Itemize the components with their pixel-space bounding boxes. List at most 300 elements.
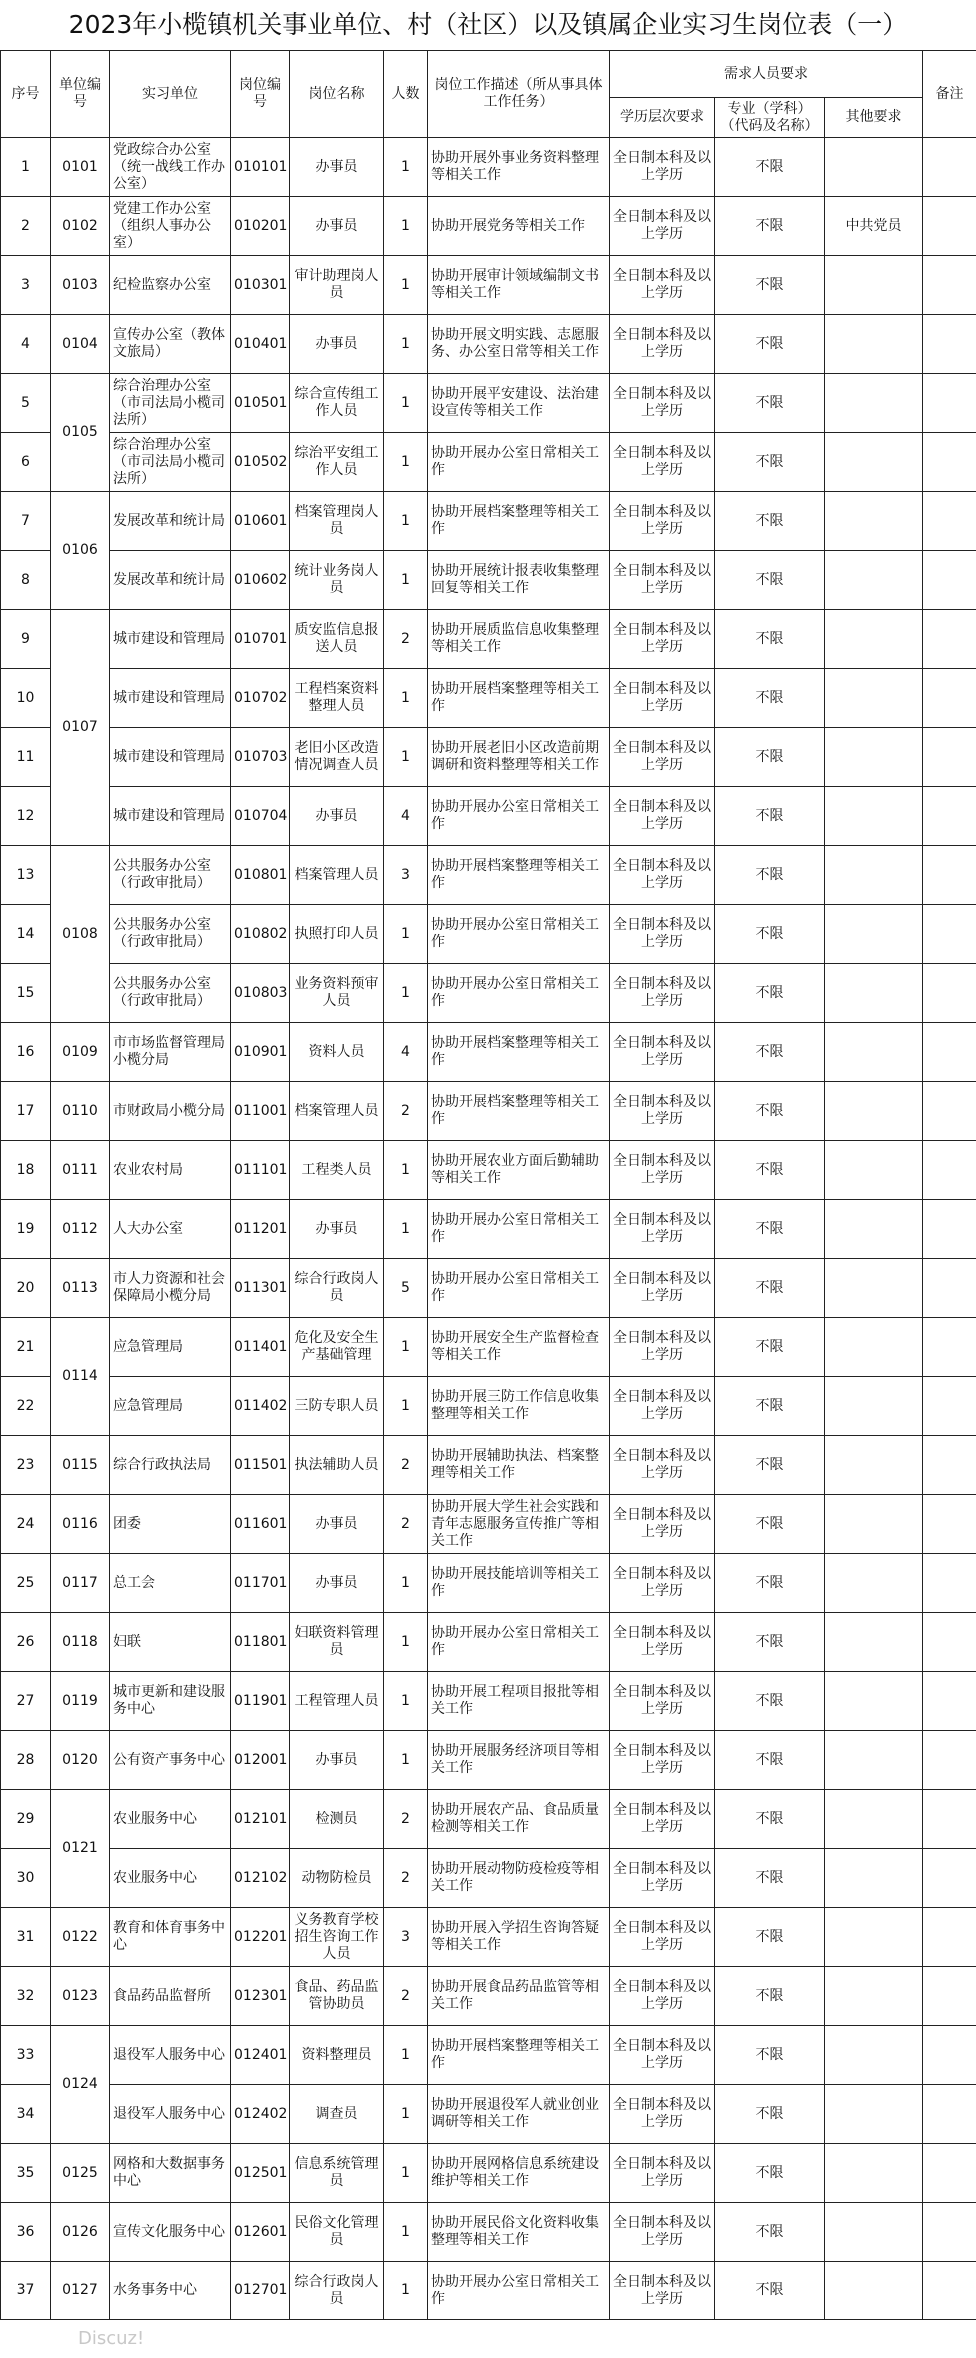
cell-edu: 全日制本科及以上学历 — [610, 905, 715, 964]
cell-desc: 协助开展审计领域编制文书等相关工作 — [428, 256, 610, 315]
cell-unit-code: 0126 — [51, 2203, 110, 2262]
cell-post-name: 执照打印人员 — [290, 905, 384, 964]
cell-count: 1 — [384, 728, 428, 787]
cell-remark — [923, 2262, 976, 2320]
cell-seq: 27 — [1, 1672, 51, 1731]
cell-edu: 全日制本科及以上学历 — [610, 492, 715, 551]
cell-post-code: 010803 — [231, 964, 290, 1023]
cell-unit: 水务事务中心 — [110, 2262, 231, 2320]
cell-edu: 全日制本科及以上学历 — [610, 1908, 715, 1967]
cell-seq: 6 — [1, 433, 51, 492]
cell-other — [825, 2026, 923, 2085]
cell-post-name: 工程档案资料整理人员 — [290, 669, 384, 728]
cell-remark — [923, 610, 976, 669]
cell-seq: 31 — [1, 1908, 51, 1967]
cell-post-name: 老旧小区改造情况调查人员 — [290, 728, 384, 787]
cell-unit: 公共服务办公室（行政审批局） — [110, 846, 231, 905]
cell-post-code: 011402 — [231, 1377, 290, 1436]
cell-remark — [923, 1082, 976, 1141]
cell-other: 中共党员 — [825, 197, 923, 256]
cell-post-code: 010201 — [231, 197, 290, 256]
cell-edu: 全日制本科及以上学历 — [610, 138, 715, 197]
cell-other — [825, 846, 923, 905]
cell-edu: 全日制本科及以上学历 — [610, 1023, 715, 1082]
cell-count: 1 — [384, 374, 428, 433]
internship-positions-table — [0, 50, 976, 2320]
cell-remark — [923, 669, 976, 728]
cell-remark — [923, 1849, 976, 1908]
cell-major: 不限 — [715, 197, 825, 256]
cell-desc: 协助开展网格信息系统建设维护等相关工作 — [428, 2144, 610, 2203]
cell-edu: 全日制本科及以上学历 — [610, 1436, 715, 1495]
cell-major: 不限 — [715, 610, 825, 669]
cell-count: 2 — [384, 1082, 428, 1141]
cell-edu: 全日制本科及以上学历 — [610, 551, 715, 610]
cell-post-code: 010602 — [231, 551, 290, 610]
cell-count: 1 — [384, 433, 428, 492]
cell-post-code: 012501 — [231, 2144, 290, 2203]
cell-desc: 协助开展档案整理等相关工作 — [428, 1082, 610, 1141]
cell-seq: 12 — [1, 787, 51, 846]
cell-major: 不限 — [715, 2144, 825, 2203]
cell-count: 1 — [384, 197, 428, 256]
table-row — [1, 1849, 976, 1908]
cell-remark — [923, 787, 976, 846]
cell-post-name: 工程类人员 — [290, 1141, 384, 1200]
cell-unit-code: 0125 — [51, 2144, 110, 2203]
cell-unit-code: 0120 — [51, 1731, 110, 1790]
cell-major: 不限 — [715, 1731, 825, 1790]
cell-unit: 公共服务办公室（行政审批局） — [110, 964, 231, 1023]
table-row — [1, 1200, 976, 1259]
table-row — [1, 1613, 976, 1672]
cell-post-code: 010301 — [231, 256, 290, 315]
table-row — [1, 846, 976, 905]
table-row — [1, 197, 976, 256]
cell-desc: 协助开展服务经济项目等相关工作 — [428, 1731, 610, 1790]
cell-post-name: 质安监信息报送人员 — [290, 610, 384, 669]
cell-post-code: 010801 — [231, 846, 290, 905]
cell-count: 1 — [384, 1377, 428, 1436]
cell-desc: 协助开展退役军人就业创业调研等相关工作 — [428, 2085, 610, 2144]
cell-other — [825, 1672, 923, 1731]
cell-unit-code: 0118 — [51, 1613, 110, 1672]
cell-major: 不限 — [715, 551, 825, 610]
cell-unit-code: 0112 — [51, 1200, 110, 1259]
cell-unit: 退役军人服务中心 — [110, 2085, 231, 2144]
table-row — [1, 1554, 976, 1613]
table-row — [1, 1141, 976, 1200]
cell-count: 1 — [384, 905, 428, 964]
cell-count: 1 — [384, 2144, 428, 2203]
cell-edu: 全日制本科及以上学历 — [610, 728, 715, 787]
cell-count: 1 — [384, 315, 428, 374]
cell-post-code: 011901 — [231, 1672, 290, 1731]
cell-post-code: 011301 — [231, 1259, 290, 1318]
cell-post-code: 010401 — [231, 315, 290, 374]
cell-other — [825, 787, 923, 846]
cell-count: 1 — [384, 551, 428, 610]
header-unit: 实习单位 — [110, 51, 231, 138]
cell-major: 不限 — [715, 138, 825, 197]
cell-major: 不限 — [715, 2203, 825, 2262]
cell-major: 不限 — [715, 2262, 825, 2320]
cell-remark — [923, 1023, 976, 1082]
cell-unit-code: 0115 — [51, 1436, 110, 1495]
cell-post-name: 综合行政岗人员 — [290, 2262, 384, 2320]
cell-major: 不限 — [715, 728, 825, 787]
cell-other — [825, 1141, 923, 1200]
cell-major: 不限 — [715, 315, 825, 374]
cell-seq: 3 — [1, 256, 51, 315]
cell-unit: 应急管理局 — [110, 1377, 231, 1436]
header-seq: 序号 — [1, 51, 51, 138]
cell-seq: 26 — [1, 1613, 51, 1672]
cell-desc: 协助开展民俗文化资料收集整理等相关工作 — [428, 2203, 610, 2262]
cell-unit: 食品药品监督所 — [110, 1967, 231, 2026]
cell-major: 不限 — [715, 492, 825, 551]
cell-remark — [923, 2144, 976, 2203]
cell-remark — [923, 433, 976, 492]
table-row — [1, 1436, 976, 1495]
table-row — [1, 256, 976, 315]
cell-count: 4 — [384, 1023, 428, 1082]
cell-unit: 公共服务办公室（行政审批局） — [110, 905, 231, 964]
cell-major: 不限 — [715, 669, 825, 728]
cell-other — [825, 374, 923, 433]
cell-unit: 应急管理局 — [110, 1318, 231, 1377]
cell-seq: 23 — [1, 1436, 51, 1495]
cell-remark — [923, 551, 976, 610]
cell-other — [825, 551, 923, 610]
cell-major: 不限 — [715, 1023, 825, 1082]
cell-post-code: 012301 — [231, 1967, 290, 2026]
table-row — [1, 551, 976, 610]
cell-remark — [923, 2203, 976, 2262]
cell-unit-code: 0117 — [51, 1554, 110, 1613]
cell-seq: 10 — [1, 669, 51, 728]
cell-other — [825, 256, 923, 315]
cell-remark — [923, 1790, 976, 1849]
cell-edu: 全日制本科及以上学历 — [610, 610, 715, 669]
cell-post-name: 资料人员 — [290, 1023, 384, 1082]
cell-remark — [923, 1731, 976, 1790]
cell-remark — [923, 374, 976, 433]
cell-edu: 全日制本科及以上学历 — [610, 787, 715, 846]
cell-desc: 协助开展辅助执法、档案整理等相关工作 — [428, 1436, 610, 1495]
cell-major: 不限 — [715, 1200, 825, 1259]
cell-post-code: 012402 — [231, 2085, 290, 2144]
table-row — [1, 1967, 976, 2026]
cell-seq: 11 — [1, 728, 51, 787]
cell-major: 不限 — [715, 905, 825, 964]
table-row — [1, 374, 976, 433]
cell-unit-code: 0113 — [51, 1259, 110, 1318]
cell-remark — [923, 2085, 976, 2144]
cell-desc: 协助开展党务等相关工作 — [428, 197, 610, 256]
cell-seq: 20 — [1, 1259, 51, 1318]
cell-unit: 城市更新和建设服务中心 — [110, 1672, 231, 1731]
cell-desc: 协助开展档案整理等相关工作 — [428, 1023, 610, 1082]
cell-post-code: 010704 — [231, 787, 290, 846]
cell-remark — [923, 138, 976, 197]
cell-count: 2 — [384, 1790, 428, 1849]
cell-post-name: 统计业务岗人员 — [290, 551, 384, 610]
cell-other — [825, 492, 923, 551]
cell-desc: 协助开展档案整理等相关工作 — [428, 2026, 610, 2085]
cell-other — [825, 1908, 923, 1967]
cell-post-name: 审计助理岗人员 — [290, 256, 384, 315]
cell-unit: 人大办公室 — [110, 1200, 231, 1259]
cell-desc: 协助开展食品药品监管等相关工作 — [428, 1967, 610, 2026]
cell-unit: 总工会 — [110, 1554, 231, 1613]
cell-seq: 34 — [1, 2085, 51, 2144]
cell-unit-code: 0114 — [51, 1318, 110, 1436]
cell-post-name: 档案管理岗人员 — [290, 492, 384, 551]
cell-desc: 协助开展工程项目报批等相关工作 — [428, 1672, 610, 1731]
cell-post-name: 办事员 — [290, 1731, 384, 1790]
cell-major: 不限 — [715, 1082, 825, 1141]
cell-post-code: 011001 — [231, 1082, 290, 1141]
cell-unit-code: 0105 — [51, 374, 110, 492]
cell-unit-code: 0121 — [51, 1790, 110, 1908]
cell-post-code: 011501 — [231, 1436, 290, 1495]
cell-remark — [923, 1908, 976, 1967]
table-row — [1, 492, 976, 551]
cell-other — [825, 2262, 923, 2320]
cell-major: 不限 — [715, 1613, 825, 1672]
cell-post-code: 012401 — [231, 2026, 290, 2085]
cell-edu: 全日制本科及以上学历 — [610, 197, 715, 256]
cell-desc: 协助开展大学生社会实践和青年志愿服务宣传推广等相关工作 — [428, 1495, 610, 1554]
cell-count: 4 — [384, 787, 428, 846]
cell-unit: 农业农村局 — [110, 1141, 231, 1200]
cell-major: 不限 — [715, 1495, 825, 1554]
cell-desc: 协助开展农产品、食品质量检测等相关工作 — [428, 1790, 610, 1849]
cell-major: 不限 — [715, 1790, 825, 1849]
cell-desc: 协助开展统计报表收集整理回复等相关工作 — [428, 551, 610, 610]
cell-other — [825, 2203, 923, 2262]
cell-post-code: 010702 — [231, 669, 290, 728]
table-row — [1, 1318, 976, 1377]
cell-other — [825, 315, 923, 374]
cell-unit-code: 0127 — [51, 2262, 110, 2320]
cell-unit: 党政综合办公室（统一战线工作办公室） — [110, 138, 231, 197]
cell-edu: 全日制本科及以上学历 — [610, 1790, 715, 1849]
cell-major: 不限 — [715, 2085, 825, 2144]
cell-seq: 7 — [1, 492, 51, 551]
cell-unit: 宣传文化服务中心 — [110, 2203, 231, 2262]
cell-remark — [923, 1259, 976, 1318]
cell-seq: 19 — [1, 1200, 51, 1259]
cell-unit: 综合治理办公室（市司法局小榄司法所） — [110, 433, 231, 492]
header-desc: 岗位工作描述（所从事具体工作任务） — [428, 51, 610, 138]
cell-post-code: 012101 — [231, 1790, 290, 1849]
cell-post-code: 012102 — [231, 1849, 290, 1908]
table-row — [1, 1672, 976, 1731]
cell-post-code: 010901 — [231, 1023, 290, 1082]
cell-edu: 全日制本科及以上学历 — [610, 2085, 715, 2144]
cell-major: 不限 — [715, 1318, 825, 1377]
cell-seq: 4 — [1, 315, 51, 374]
cell-other — [825, 1554, 923, 1613]
cell-other — [825, 1967, 923, 2026]
cell-unit: 宣传办公室（教体文旅局） — [110, 315, 231, 374]
cell-unit-code: 0110 — [51, 1082, 110, 1141]
cell-seq: 1 — [1, 138, 51, 197]
cell-edu: 全日制本科及以上学历 — [610, 846, 715, 905]
cell-seq: 35 — [1, 2144, 51, 2203]
cell-count: 1 — [384, 1731, 428, 1790]
cell-remark — [923, 728, 976, 787]
cell-other — [825, 964, 923, 1023]
cell-other — [825, 2085, 923, 2144]
cell-post-name: 办事员 — [290, 1554, 384, 1613]
cell-seq: 25 — [1, 1554, 51, 1613]
cell-desc: 协助开展外事业务资料整理等相关工作 — [428, 138, 610, 197]
cell-major: 不限 — [715, 787, 825, 846]
cell-major: 不限 — [715, 256, 825, 315]
cell-desc: 协助开展办公室日常相关工作 — [428, 905, 610, 964]
table-row — [1, 905, 976, 964]
table-row — [1, 728, 976, 787]
cell-post-name: 综合宣传组工作人员 — [290, 374, 384, 433]
cell-edu: 全日制本科及以上学历 — [610, 964, 715, 1023]
cell-major: 不限 — [715, 433, 825, 492]
cell-desc: 协助开展办公室日常相关工作 — [428, 787, 610, 846]
cell-seq: 21 — [1, 1318, 51, 1377]
cell-seq: 8 — [1, 551, 51, 610]
cell-seq: 13 — [1, 846, 51, 905]
cell-remark — [923, 1377, 976, 1436]
cell-edu: 全日制本科及以上学历 — [610, 1377, 715, 1436]
cell-seq: 29 — [1, 1790, 51, 1849]
cell-count: 1 — [384, 2026, 428, 2085]
cell-edu: 全日制本科及以上学历 — [610, 1613, 715, 1672]
cell-remark — [923, 1141, 976, 1200]
cell-desc: 协助开展技能培训等相关工作 — [428, 1554, 610, 1613]
cell-unit-code: 0107 — [51, 610, 110, 846]
cell-seq: 16 — [1, 1023, 51, 1082]
cell-unit: 纪检监察办公室 — [110, 256, 231, 315]
cell-count: 2 — [384, 1436, 428, 1495]
cell-remark — [923, 1318, 976, 1377]
header-requirements: 需求人员要求 — [610, 51, 923, 98]
cell-post-name: 危化及安全生产基础管理 — [290, 1318, 384, 1377]
cell-major: 不限 — [715, 1672, 825, 1731]
cell-major: 不限 — [715, 1141, 825, 1200]
cell-remark — [923, 2026, 976, 2085]
cell-seq: 14 — [1, 905, 51, 964]
cell-post-code: 011701 — [231, 1554, 290, 1613]
cell-unit: 城市建设和管理局 — [110, 610, 231, 669]
cell-desc: 协助开展档案整理等相关工作 — [428, 669, 610, 728]
header-post-code: 岗位编号 — [231, 51, 290, 138]
cell-post-code: 010703 — [231, 728, 290, 787]
cell-remark — [923, 1967, 976, 2026]
cell-other — [825, 1318, 923, 1377]
cell-desc: 协助开展办公室日常相关工作 — [428, 433, 610, 492]
cell-post-name: 办事员 — [290, 138, 384, 197]
cell-count: 3 — [384, 846, 428, 905]
cell-other — [825, 2144, 923, 2203]
cell-desc: 协助开展办公室日常相关工作 — [428, 1200, 610, 1259]
table-row — [1, 1731, 976, 1790]
cell-unit: 退役军人服务中心 — [110, 2026, 231, 2085]
cell-other — [825, 1082, 923, 1141]
cell-unit-code: 0122 — [51, 1908, 110, 1967]
cell-unit: 农业服务中心 — [110, 1790, 231, 1849]
cell-seq: 24 — [1, 1495, 51, 1554]
table-body — [1, 138, 976, 2320]
cell-unit-code: 0101 — [51, 138, 110, 197]
cell-unit: 市市场监督管理局小榄分局 — [110, 1023, 231, 1082]
cell-post-name: 档案管理人员 — [290, 846, 384, 905]
cell-post-name: 综合行政岗人员 — [290, 1259, 384, 1318]
header-edu: 学历层次要求 — [610, 98, 715, 138]
table-row — [1, 2203, 976, 2262]
cell-seq: 33 — [1, 2026, 51, 2085]
cell-post-code: 011601 — [231, 1495, 290, 1554]
header-major: 专业（学科）（代码及名称） — [715, 98, 825, 138]
cell-post-code: 011201 — [231, 1200, 290, 1259]
cell-other — [825, 1731, 923, 1790]
cell-seq: 15 — [1, 964, 51, 1023]
cell-edu: 全日制本科及以上学历 — [610, 1554, 715, 1613]
cell-other — [825, 1613, 923, 1672]
cell-remark — [923, 964, 976, 1023]
cell-unit: 教育和体育事务中心 — [110, 1908, 231, 1967]
cell-remark — [923, 905, 976, 964]
table-row — [1, 787, 976, 846]
table-row — [1, 138, 976, 197]
cell-count: 1 — [384, 1200, 428, 1259]
cell-unit: 网格和大数据事务中心 — [110, 2144, 231, 2203]
cell-unit-code: 0103 — [51, 256, 110, 315]
cell-edu: 全日制本科及以上学历 — [610, 1672, 715, 1731]
cell-desc: 协助开展文明实践、志愿服务、办公室日常等相关工作 — [428, 315, 610, 374]
cell-post-code: 010101 — [231, 138, 290, 197]
cell-unit: 发展改革和统计局 — [110, 492, 231, 551]
cell-edu: 全日制本科及以上学历 — [610, 1141, 715, 1200]
cell-remark — [923, 846, 976, 905]
cell-post-code: 010601 — [231, 492, 290, 551]
cell-other — [825, 1495, 923, 1554]
cell-post-code: 011401 — [231, 1318, 290, 1377]
cell-edu: 全日制本科及以上学历 — [610, 1731, 715, 1790]
cell-edu: 全日制本科及以上学历 — [610, 2144, 715, 2203]
cell-other — [825, 1259, 923, 1318]
cell-count: 1 — [384, 2262, 428, 2320]
cell-unit-code: 0104 — [51, 315, 110, 374]
cell-other — [825, 138, 923, 197]
cell-seq: 9 — [1, 610, 51, 669]
cell-edu: 全日制本科及以上学历 — [610, 315, 715, 374]
cell-unit-code: 0109 — [51, 1023, 110, 1082]
table-row — [1, 433, 976, 492]
header-count: 人数 — [384, 51, 428, 138]
cell-post-code: 012701 — [231, 2262, 290, 2320]
cell-unit: 城市建设和管理局 — [110, 787, 231, 846]
table-row — [1, 1082, 976, 1141]
cell-desc: 协助开展办公室日常相关工作 — [428, 2262, 610, 2320]
cell-seq: 37 — [1, 2262, 51, 2320]
table-row — [1, 2262, 976, 2320]
cell-post-name: 综治平安组工作人员 — [290, 433, 384, 492]
cell-other — [825, 1790, 923, 1849]
cell-count: 1 — [384, 256, 428, 315]
table-row — [1, 315, 976, 374]
